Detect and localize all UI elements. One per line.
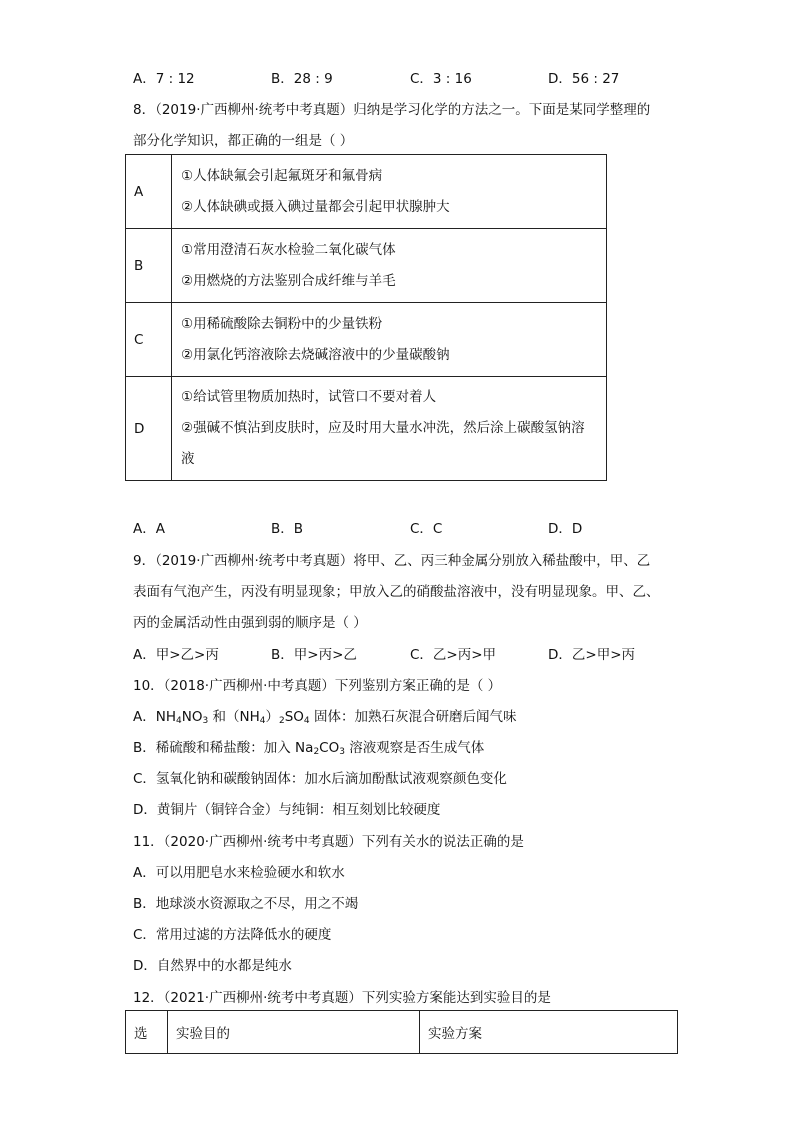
- q12-header-cell: 实验方案: [420, 1011, 678, 1054]
- q8-stem-line-1: 8．（2019·广西柳州·统考中考真题）归纳是学习化学的方法之一。下面是某同学整理的: [133, 102, 651, 118]
- q8-row-content: [172, 155, 607, 229]
- q8-table: [125, 154, 607, 481]
- q9-option-b: B．甲>丙>乙: [271, 647, 357, 663]
- q11-option-a: A．可以用肥皂水来检验硬水和软水: [133, 865, 345, 881]
- q8-line: ②强碱不慎沾到皮肤时，应及时用大量水冲洗，然后涂上碳酸氢钠溶: [181, 420, 585, 436]
- q9-option-a: A．甲>乙>丙: [133, 647, 219, 663]
- q8-option-d: D．D: [548, 521, 583, 537]
- q10-option-a: A．$NH_4NO_3$ 和$(NH_4)_2SO_4$ 固体：加熟石灰混合研磨后闻气味: [133, 709, 517, 726]
- q7-option-a: A．7 : 12: [133, 71, 195, 87]
- q12-stem: 12．（2021·广西柳州·统考中考真题）下列实验方案能达到实验目的是: [133, 990, 551, 1006]
- q8-row-label: C: [126, 303, 172, 377]
- q9-stem-line-2: 表面有气泡产生，丙没有明显现象；甲放入乙的硝酸盐溶液中，没有明显现象。甲、乙、: [133, 584, 660, 600]
- q9-option-c: C．乙>丙>甲: [410, 647, 497, 663]
- q8-row-label: D: [126, 377, 172, 481]
- q7-option-d: D．56 : 27: [548, 71, 620, 87]
- q11-option-d: D．自然界中的水都是纯水: [133, 958, 292, 974]
- q12-table: [125, 1010, 678, 1054]
- q8-row-content: [172, 229, 607, 303]
- q7-option-b: B．28 : 9: [271, 71, 333, 87]
- q8-option-a: A．A: [133, 521, 165, 537]
- q9-stem-line-1: 9．（2019·广西柳州·统考中考真题）将甲、乙、丙三种金属分别放入稀盐酸中，甲、乙: [133, 553, 651, 569]
- q11-option-b: B．地球淡水资源取之不尽，用之不竭: [133, 896, 359, 912]
- q11-option-c: C．常用过滤的方法降低水的硬度: [133, 927, 332, 943]
- q11-stem: 11．（2020·广西柳州·统考中考真题）下列有关水的说法正确的是: [133, 834, 524, 850]
- q9-stem-line-3: 丙的金属活动性由强到弱的顺序是（ ）: [133, 615, 367, 631]
- q8-row-b: [126, 229, 607, 303]
- q8-option-b: B．B: [271, 521, 304, 537]
- q8-row-label: A: [126, 155, 172, 229]
- q8-line: ②用燃烧的方法鉴别合成纤维与羊毛: [181, 272, 396, 289]
- q8-row-label: B: [126, 229, 172, 303]
- q10-option-b: B．稀硫酸和稀盐酸：加入 $Na_2CO_3$ 溶液观察是否生成气体: [133, 740, 485, 757]
- q8-row-c: [126, 303, 607, 377]
- q10-stem: 10．（2018·广西柳州·中考真题）下列鉴别方案正确的是（ ）: [133, 678, 502, 694]
- q12-header-cell: 实验目的: [168, 1011, 420, 1054]
- q8-line: ①人体缺氟会引起氟斑牙和氟骨病: [181, 167, 383, 184]
- q8-line: ①用稀硫酸除去铜粉中的少量铁粉: [181, 315, 383, 332]
- q8-stem-line-2: 部分化学知识，都正确的一组是（ ）: [133, 133, 354, 149]
- q8-line: ②用氯化钙溶液除去烧碱溶液中的少量碳酸钠: [181, 346, 450, 363]
- q8-option-c: C．C: [410, 521, 443, 537]
- q8-row-content: [172, 303, 607, 377]
- q8-row-d: [126, 377, 607, 481]
- q8-line: ①常用澄清石灰水检验二氧化碳气体: [181, 241, 396, 258]
- q10-option-d: D．黄铜片（铜锌合金）与纯铜：相互刻划比较硬度: [133, 802, 441, 818]
- q9-option-d: D．乙>甲>丙: [548, 647, 636, 663]
- q8-row-content: [172, 377, 607, 481]
- q8-row-a: [126, 155, 607, 229]
- q8-line: ②人体缺碘或摄入碘过量都会引起甲状腺肿大: [181, 198, 450, 215]
- q12-header-cell: 选: [126, 1011, 168, 1054]
- q10-option-c: C．氢氧化钠和碳酸钠固体：加水后滴加酚酞试液观察颜色变化: [133, 771, 507, 787]
- q8-line: ①给试管里物质加热时，试管口不要对着人: [181, 389, 437, 405]
- q8-line: 液: [181, 451, 195, 467]
- q7-option-c: C．3 : 16: [410, 71, 472, 87]
- q12-header-row: [126, 1011, 678, 1054]
